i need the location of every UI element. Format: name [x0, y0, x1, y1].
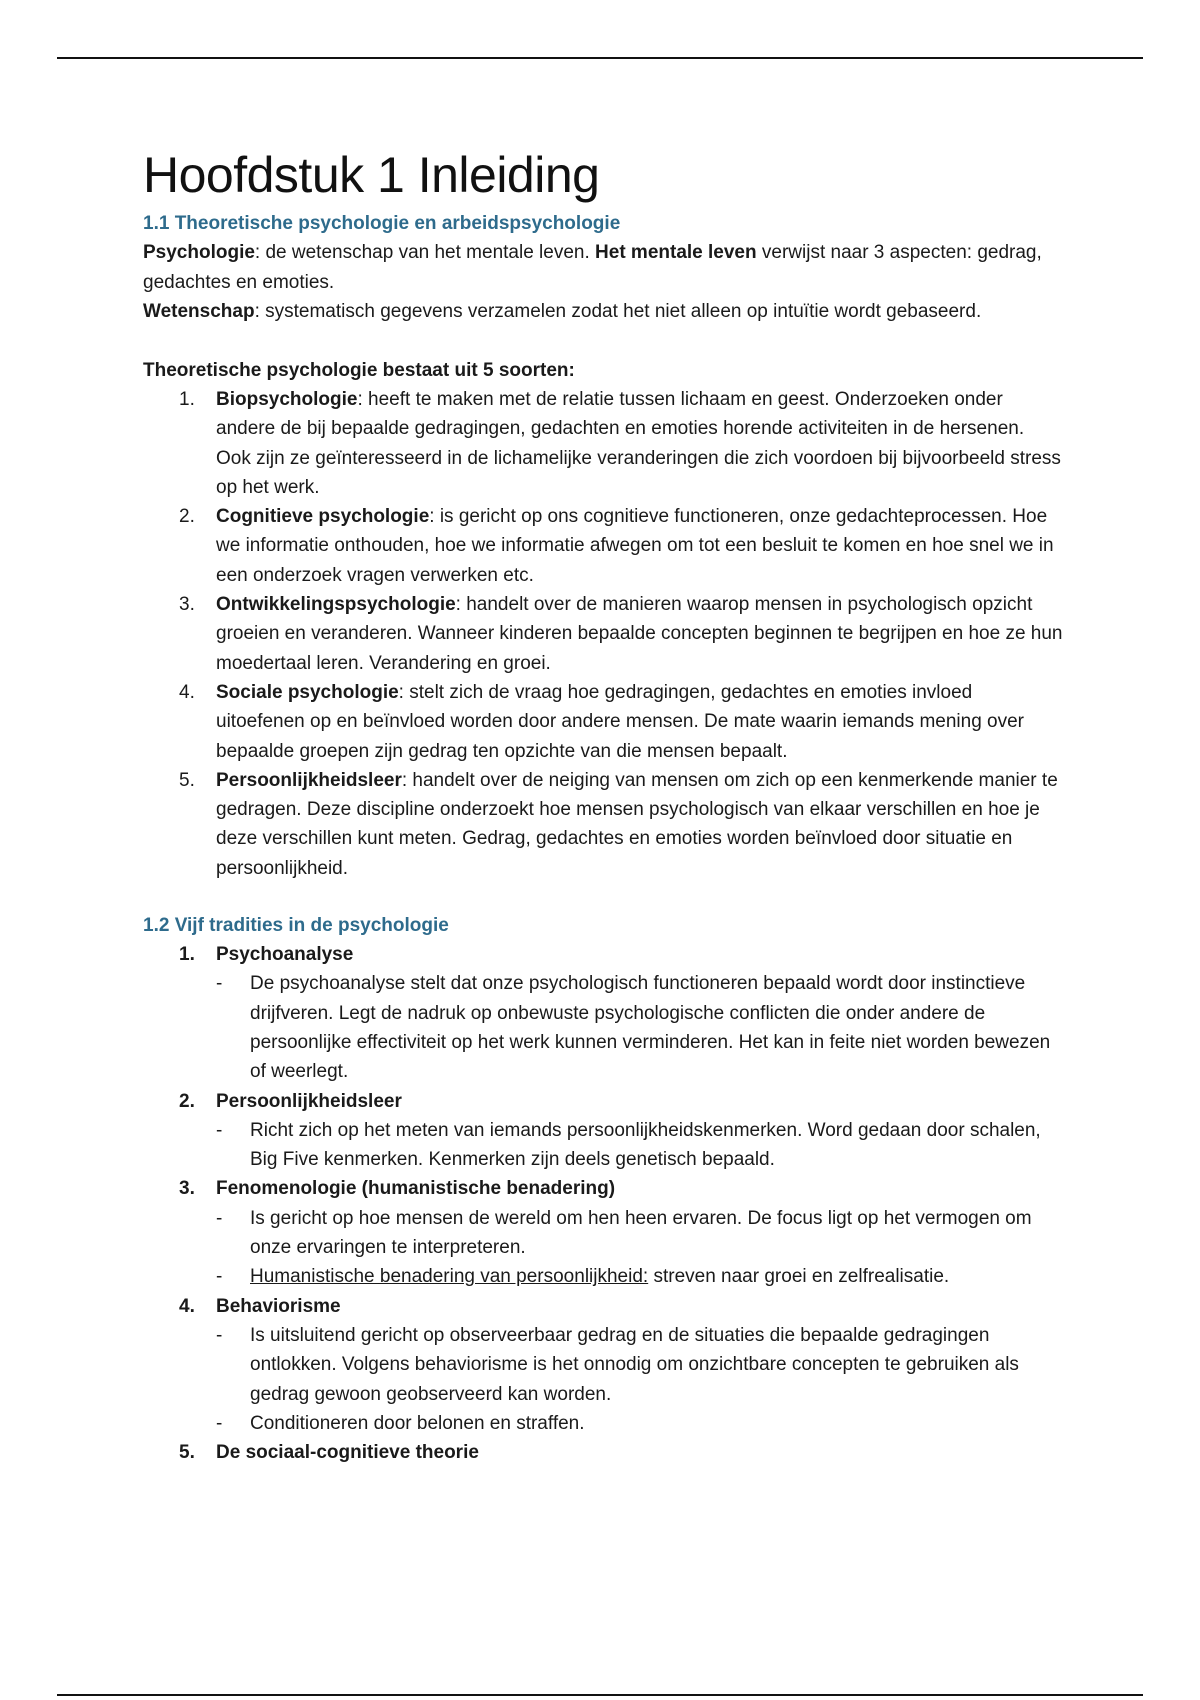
- list-item: 2. Cognitieve psychologie: is gericht op ons cognitieve functioneren, onze gedachteprocessen. Hoe we informatie onthouden, hoe we informatie afwegen om tot een besluit te komen en hoe snel we in een onderzoek vragen verwerken etc.: [179, 506, 1054, 586]
- term-psychologie: Psychologie: [143, 242, 255, 263]
- term-wetenschap: Wetenschap: [143, 301, 255, 322]
- bullet-item: - Conditioneren door belonen en straffen.: [216, 1412, 585, 1434]
- list-item: 5. De sociaal-cognitieve theorie: [179, 1442, 479, 1464]
- footer-rule: [57, 1694, 1143, 1696]
- header-rule: [57, 57, 1143, 59]
- list-item: 1. Biopsychologie: heeft te maken met de relatie tussen lichaam en geest. Onderzoeken onder andere de bij bepaalde gedragingen, gedachten en emoties horende activiteiten in de hersenen. Ook zijn ze geïnteresseerd in de lichamelijke veranderingen die zich voordoen bij bijvoorbeeld stress op het werk.: [179, 389, 1061, 498]
- bullet-list: [216, 969, 1063, 1086]
- bullet-item: - De psychoanalyse stelt dat onze psychologisch functioneren bepaald wordt door instinctieve drijfveren. Legt de nadruk op onbewuste psychologische conflicten die onder andere de persoonlijke effectiviteit op het werk kunnen verminderen. Het kan in feite niet worden bewezen of weerlegt.: [216, 973, 1051, 1083]
- list-item: 4. Sociale psychologie: stelt zich de vraag hoe gedragingen, gedachtes en emoties invloed uitoefenen op en beïnvloed worden door andere mensen. De mate waarin iemands mening over bepaalde groepen zijn gedrag ten opzichte van die mensen bepaalt.: [179, 681, 1025, 762]
- term-mentale-leven: Het mentale leven: [595, 242, 757, 263]
- bullet-list: [216, 1321, 1063, 1438]
- list-item: 4. Behaviorisme - Is uitsluitend gericht op observeerbaar gedrag en de situaties die bepaalde gedragingen ontlokken. Volgens behaviorisme is het onnodig om onzichtbare concepten te gebruiken als gedrag gewoon geobserveerd kan worden. - Conditioneren door belonen en straffen.: [143, 1292, 1063, 1438]
- page-title: Hoofdstuk 1 Inleiding: [143, 147, 600, 203]
- bullet-item: - Is uitsluitend gericht op observeerbaar gedrag en de situaties die bepaalde gedragingen ontlokken. Volgens behaviorisme is het onnodig om onzichtbare concepten te gebruiken als gedrag gewoon geobserveerd kan worden.: [216, 1324, 1019, 1405]
- list-item: 3. Fenomenologie (humanistische benadering) - Is gericht op hoe mensen de wereld om hen heen ervaren. De focus ligt op het vermogen om onze ervaringen te interpreteren. - Humanistische benadering van persoonlijkheid: streven naar groei en zelfrealisatie.: [143, 1174, 1063, 1291]
- bullet-list: [216, 1116, 1063, 1175]
- list-item: 5. Persoonlijkheidsleer: handelt over de neiging van mensen om zich op een kenmerkende manier te gedragen. Deze discipline onderzoekt hoe mensen psychologisch van elkaar verschillen en hoe je deze verschillen kunt meten. Gedrag, gedachtes en emoties worden beïnvloed door situatie en persoonlijkheid.: [179, 769, 1058, 879]
- list-item: 1. Psychoanalyse - De psychoanalyse stelt dat onze psychologisch functioneren bepaald wordt door instinctieve drijfveren. Legt de nadruk op onbewuste psychologische conflicten die onder andere de persoonlijke effectiviteit op het werk kunnen verminderen. Het kan in feite niet worden bewezen of weerlegt.: [143, 940, 1063, 1086]
- bullet-list: [216, 1204, 1063, 1292]
- bullet-item: - Is gericht op hoe mensen de wereld om hen heen ervaren. De focus ligt op het vermogen om onze ervaringen te interpreteren.: [216, 1207, 1032, 1259]
- bullet-item: - Richt zich op het meten van iemands persoonlijkheidskenmerken. Word gedaan door schalen, Big Five kenmerken. Kenmerken zijn deels genetisch bepaald.: [216, 1119, 1041, 1171]
- definition-psychologie: Psychologie: de wetenschap van het mentale leven. Het mentale leven verwijst naar 3 aspecten: gedrag, gedachtes en emoties.: [143, 242, 1042, 293]
- list-item: 3. Ontwikkelingspsychologie: handelt over de manieren waarop mensen in psychologisch opzicht groeien en veranderen. Wanneer kinderen bepaalde concepten beginnen te begrijpen en hoe ze hun moedertaal leren. Verandering en groei.: [179, 594, 1063, 674]
- list-intro: Theoretische psychologie bestaat uit 5 soorten:: [143, 359, 575, 381]
- traditions-list: [143, 940, 1063, 1467]
- page-content: [143, 140, 1063, 1467]
- psychology-types-list: [143, 385, 1063, 883]
- bullet-item: - Humanistische benadering van persoonlijkheid: streven naar groei en zelfrealisatie.: [216, 1266, 950, 1288]
- list-item: 2. Persoonlijkheidsleer - Richt zich op het meten van iemands persoonlijkheidskenmerken. Word gedaan door schalen, Big Five kenmerken. Kenmerken zijn deels genetisch bepaald.: [143, 1087, 1063, 1175]
- section-heading-1-2: 1.2 Vijf tradities in de psychologie: [143, 915, 449, 937]
- definition-wetenschap: Wetenschap: systematisch gegevens verzamelen zodat het niet alleen op intuïtie wordt gebaseerd.: [143, 301, 982, 322]
- section-heading-1-1: 1.1 Theoretische psychologie en arbeidspsychologie: [143, 213, 621, 234]
